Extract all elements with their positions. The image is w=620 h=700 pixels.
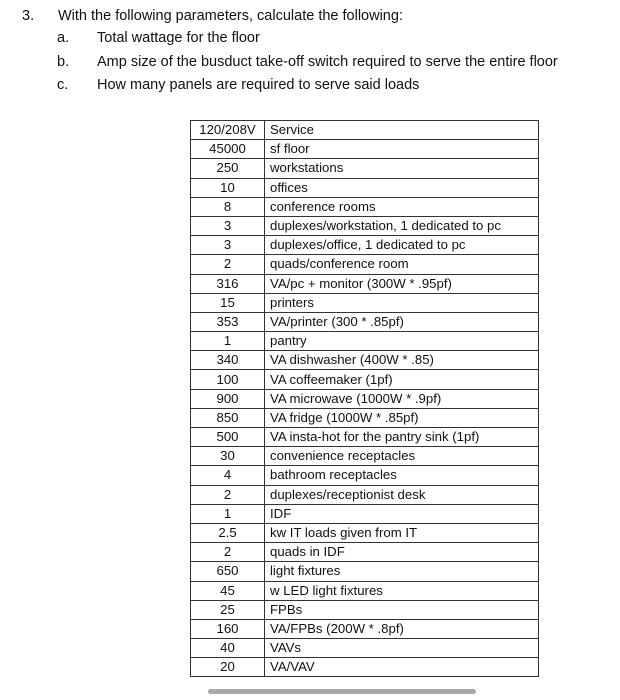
param-value: 353	[191, 312, 265, 331]
table-row	[191, 159, 539, 178]
part-item	[57, 51, 558, 75]
question-header	[22, 5, 403, 27]
param-description: w LED light fixtures	[265, 581, 539, 600]
table-row	[191, 639, 539, 658]
table-row	[191, 274, 539, 293]
param-value: 10	[191, 178, 265, 197]
table-row	[191, 504, 539, 523]
param-value: 2	[191, 255, 265, 274]
param-description: bathroom receptacles	[265, 466, 539, 485]
table-row	[191, 543, 539, 562]
param-value: 45	[191, 581, 265, 600]
part-text: How many panels are required to serve said loads	[97, 77, 420, 93]
part-letter: c.	[57, 77, 69, 93]
param-value: 850	[191, 408, 265, 427]
param-description: VA coffeemaker (1pf)	[265, 370, 539, 389]
param-description: VA insta-hot for the pantry sink (1pf)	[265, 428, 539, 447]
param-description: quads in IDF	[265, 543, 539, 562]
param-value: 3	[191, 216, 265, 235]
table-row	[191, 121, 539, 140]
param-description: light fixtures	[265, 562, 539, 581]
param-value: 15	[191, 293, 265, 312]
param-description: quads/conference room	[265, 255, 539, 274]
param-value: 120/208V	[191, 121, 265, 140]
param-description: VA fridge (1000W * .85pf)	[265, 408, 539, 427]
table-row	[191, 523, 539, 542]
part-text: Total wattage for the floor	[97, 30, 260, 46]
param-value: 250	[191, 159, 265, 178]
param-description: convenience receptacles	[265, 447, 539, 466]
param-value: 1	[191, 332, 265, 351]
question-prompt: With the following parameters, calculate the following:	[58, 8, 403, 24]
table-row	[191, 332, 539, 351]
param-value: 4	[191, 466, 265, 485]
table-row	[191, 562, 539, 581]
param-value: 30	[191, 447, 265, 466]
table-row	[191, 236, 539, 255]
horizontal-scrollbar[interactable]	[208, 689, 476, 694]
param-description: VA/VAV	[265, 658, 539, 677]
table-row	[191, 197, 539, 216]
param-description: duplexes/office, 1 dedicated to pc	[265, 236, 539, 255]
part-letter: b.	[57, 53, 70, 70]
param-value: 650	[191, 562, 265, 581]
param-description: VA microwave (1000W * .9pf)	[265, 389, 539, 408]
param-value: 2	[191, 485, 265, 504]
param-value: 160	[191, 619, 265, 638]
table-row	[191, 428, 539, 447]
param-value: 2.5	[191, 523, 265, 542]
param-description: FPBs	[265, 600, 539, 619]
param-value: 340	[191, 351, 265, 370]
param-description: conference rooms	[265, 197, 539, 216]
part-item	[57, 27, 558, 51]
table-row	[191, 255, 539, 274]
param-description: VA/pc + monitor (300W * .95pf)	[265, 274, 539, 293]
param-value: 2	[191, 543, 265, 562]
table-row	[191, 140, 539, 159]
param-description: VA dishwasher (400W * .85)	[265, 351, 539, 370]
question-number: 3.	[22, 8, 35, 24]
table-row	[191, 581, 539, 600]
param-description: IDF	[265, 504, 539, 523]
param-value: 900	[191, 389, 265, 408]
table-row	[191, 216, 539, 235]
param-description: Service	[265, 121, 539, 140]
table-row	[191, 389, 539, 408]
param-description: VA/printer (300 * .85pf)	[265, 312, 539, 331]
param-value: 100	[191, 370, 265, 389]
param-description: workstations	[265, 159, 539, 178]
table-row	[191, 600, 539, 619]
param-description: duplexes/workstation, 1 dedicated to pc	[265, 216, 539, 235]
param-description: sf floor	[265, 140, 539, 159]
part-letter: a.	[57, 30, 70, 46]
table-row	[191, 658, 539, 677]
param-value: 25	[191, 600, 265, 619]
table-row	[191, 619, 539, 638]
table-row	[191, 351, 539, 370]
param-description: kw IT loads given from IT	[265, 523, 539, 542]
table-row	[191, 408, 539, 427]
table-row	[191, 466, 539, 485]
param-description: printers	[265, 293, 539, 312]
table-row	[191, 447, 539, 466]
question-parts	[57, 27, 558, 98]
param-description: offices	[265, 178, 539, 197]
param-value: 316	[191, 274, 265, 293]
table-row	[191, 178, 539, 197]
parameters-table	[190, 120, 539, 677]
table-row	[191, 312, 539, 331]
param-description: pantry	[265, 332, 539, 351]
param-value: 500	[191, 428, 265, 447]
param-description: VAVs	[265, 639, 539, 658]
param-description: VA/FPBs (200W * .8pf)	[265, 619, 539, 638]
param-value: 45000	[191, 140, 265, 159]
table-row	[191, 485, 539, 504]
part-item	[57, 74, 558, 98]
param-value: 40	[191, 639, 265, 658]
part-text: Amp size of the busduct take-off switch required to serve the entire floor	[97, 53, 558, 70]
param-description: duplexes/receptionist desk	[265, 485, 539, 504]
param-value: 3	[191, 236, 265, 255]
param-value: 8	[191, 197, 265, 216]
param-value: 20	[191, 658, 265, 677]
param-value: 1	[191, 504, 265, 523]
table-row	[191, 293, 539, 312]
table-row	[191, 370, 539, 389]
